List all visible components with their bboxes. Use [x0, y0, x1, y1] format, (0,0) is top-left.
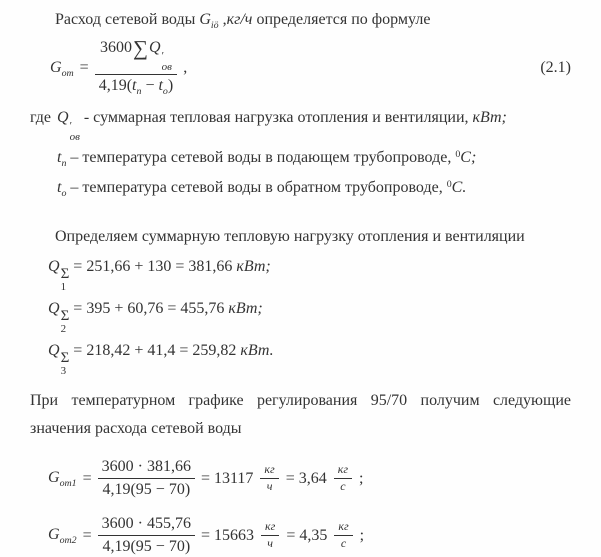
equals-sign: = [79, 59, 89, 77]
where-t-supply-desc: – температура сетевой воды в подающем трубопроводе, [70, 148, 456, 166]
unit-kg-per-hour: $\frac{кг}{ч}$ [261, 520, 279, 551]
where-q-line [30, 103, 571, 143]
result-2-fraction: $\frac{3600 \cdot 455,76}{4,19(95 - 70)}$ [98, 514, 195, 557]
result-1-end: ; [359, 469, 364, 487]
loads-intro: Определяем суммарную тепловую нагрузку отопления и вентиляции [55, 228, 525, 246]
var-t-return: $t_о$ [57, 178, 67, 199]
equation-main [50, 38, 187, 98]
intro-unit: кг/ч [226, 11, 253, 28]
var-q2-sigma: Q Σ 2 [48, 300, 70, 336]
closing-line2: значения расхода сетевой воды [30, 420, 242, 438]
where-block [30, 103, 571, 204]
closing-line1: При температурном графике регулирования 95/70 получим следующие [30, 392, 571, 410]
result-formula-2 [48, 514, 571, 557]
load-expr: = 251,66 + 130 = 381,66 [73, 258, 233, 276]
main-fraction-denominator: $4,19(t_п - t_о)$ [98, 77, 174, 98]
eq-trailing-comma: , [183, 59, 188, 77]
load-row-2 [48, 297, 571, 335]
intro-separator: , [218, 11, 227, 28]
load-expr: = 395 + 60,76 = 455,76 [73, 300, 225, 318]
load-unit: кВт; [228, 300, 263, 318]
result-1-fraction: $\frac{3600 \cdot 381,66}{4,19(95 - 70)}$ [98, 457, 195, 500]
var-t-supply: $t_п$ [57, 148, 67, 169]
load-unit: кВт; [236, 258, 271, 276]
intro-paragraph [30, 6, 571, 34]
where-t-return-unit: С. [451, 178, 467, 196]
load-unit: кВт. [240, 342, 274, 360]
degree-sup: 0 [446, 179, 452, 190]
main-fraction [95, 38, 178, 98]
load-row-1 [48, 255, 571, 293]
sum-icon: ∑ [133, 36, 149, 61]
result-1-value-hour: = 13117 [200, 469, 254, 487]
eq-main-lhs: $G_{от}$ [50, 58, 74, 79]
result-1-value-sec: = 3,64 [285, 469, 327, 487]
equation-2-1-row [50, 38, 571, 98]
load-row-3 [48, 339, 571, 377]
result-2-value-sec: = 4,35 [286, 526, 328, 544]
intro-text-before: Расход сетевой воды [55, 11, 200, 28]
degree-sup: 0 [455, 148, 461, 160]
var-g-flow: $G_{iö}$ [199, 11, 219, 31]
unit-kg-per-sec: $\frac{кг}{с}$ [334, 463, 352, 494]
intro-text-after: определяется по формуле [252, 11, 431, 28]
result-2-value-hour: = 15663 [200, 526, 255, 544]
where-keyword: где [30, 108, 52, 126]
load-expr: = 218,42 + 41,4 = 259,82 [73, 342, 237, 360]
var-q1-sigma: Q Σ 1 [48, 258, 70, 294]
equation-number: (2.1) [540, 59, 571, 77]
main-fraction-numerator: 3600∑Q ′ ов [95, 38, 178, 75]
equals-sign: = [82, 469, 92, 487]
equals-sign: = [82, 526, 92, 544]
where-t-return-desc: – температура сетевой воды в обратном трубопроводе, [70, 178, 447, 196]
var-q3-sigma: Q Σ 3 [48, 342, 70, 378]
where-t-return-line [30, 173, 571, 203]
var-g-ot1: $G_{от1}$ [48, 468, 77, 489]
q-prime-scripts: ′ ов [161, 50, 172, 74]
unit-kg-per-sec: $\frac{кг}{с}$ [334, 520, 352, 551]
var-g-ot2: $G_{от2}$ [48, 525, 77, 546]
result-2-end: ; [359, 526, 365, 544]
result-formula-1 [48, 457, 571, 500]
var-q-total: Q ′ ов [57, 108, 80, 143]
unit-kg-per-hour: $\frac{кг}{ч}$ [260, 463, 278, 494]
where-q-unit: кВт; [472, 108, 507, 126]
where-t-supply-unit: С; [460, 148, 477, 166]
where-t-supply-line [30, 143, 571, 173]
where-q-desc: - суммарная тепловая нагрузка отопления и вентиляции, [83, 108, 473, 126]
